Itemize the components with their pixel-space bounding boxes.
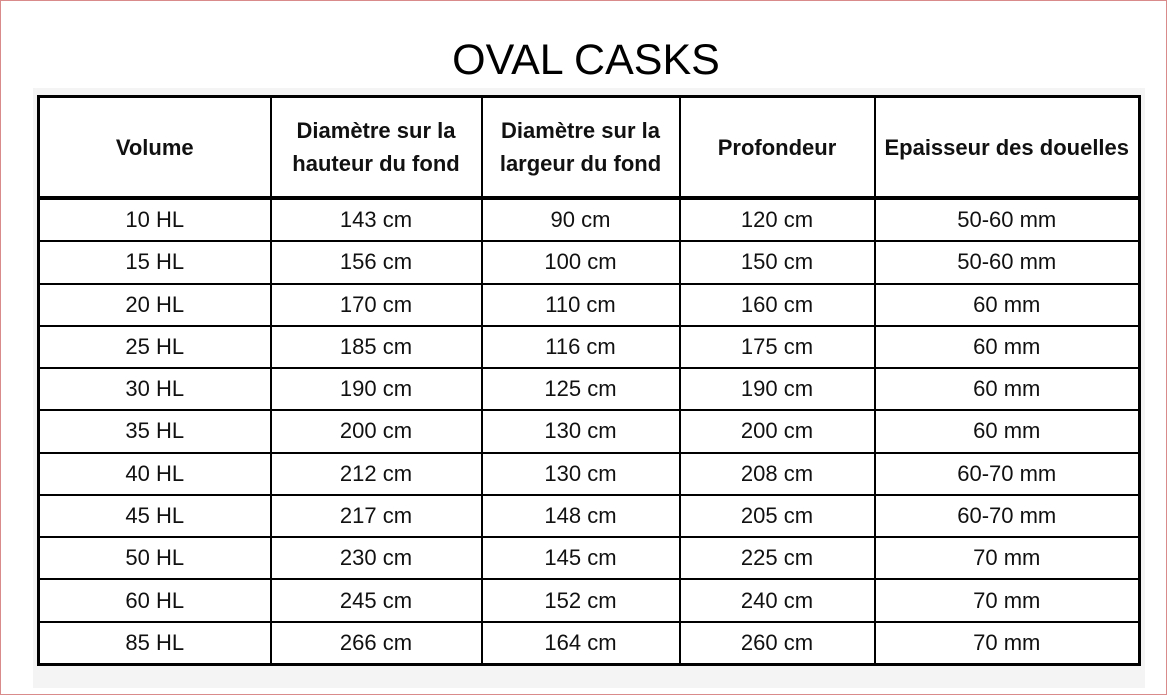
table-row [39,241,1140,283]
header-diametre-hauteur: Diamètre sur la hauteur du fond [271,97,482,199]
cell-volume: 35 HL [39,410,271,452]
table-row [39,537,1140,579]
cell-diametre-hauteur: 143 cm [271,198,482,241]
cell-volume: 10 HL [39,198,271,241]
cell-profondeur: 240 cm [680,579,875,621]
cell-diametre-hauteur: 185 cm [271,326,482,368]
cell-diametre-hauteur: 230 cm [271,537,482,579]
cell-diametre-largeur: 130 cm [482,410,680,452]
cell-diametre-hauteur: 200 cm [271,410,482,452]
cell-epaisseur: 70 mm [875,579,1140,621]
header-diametre-largeur: Diamètre sur la largeur du fond [482,97,680,199]
cell-volume: 45 HL [39,495,271,537]
cell-diametre-hauteur: 190 cm [271,368,482,410]
cell-diametre-largeur: 148 cm [482,495,680,537]
cell-volume: 85 HL [39,622,271,665]
table-row [39,368,1140,410]
cell-volume: 25 HL [39,326,271,368]
table-row [39,284,1140,326]
cell-diametre-largeur: 145 cm [482,537,680,579]
cell-profondeur: 200 cm [680,410,875,452]
table-row [39,622,1140,665]
cell-epaisseur: 50-60 mm [875,198,1140,241]
casks-table [37,95,1141,666]
cell-profondeur: 120 cm [680,198,875,241]
cell-epaisseur: 60-70 mm [875,495,1140,537]
table-row [39,410,1140,452]
cell-diametre-hauteur: 266 cm [271,622,482,665]
table-row [39,326,1140,368]
cell-epaisseur: 60 mm [875,410,1140,452]
cell-volume: 30 HL [39,368,271,410]
cell-volume: 60 HL [39,579,271,621]
cell-profondeur: 160 cm [680,284,875,326]
header-volume: Volume [39,97,271,199]
cell-diametre-hauteur: 212 cm [271,453,482,495]
cell-diametre-hauteur: 156 cm [271,241,482,283]
cell-profondeur: 190 cm [680,368,875,410]
cell-epaisseur: 70 mm [875,622,1140,665]
cell-volume: 15 HL [39,241,271,283]
cell-profondeur: 175 cm [680,326,875,368]
cell-epaisseur: 60 mm [875,326,1140,368]
cell-profondeur: 150 cm [680,241,875,283]
header-row [39,97,1140,199]
page-title: OVAL CASKS [452,36,720,84]
cell-diametre-hauteur: 245 cm [271,579,482,621]
cell-profondeur: 260 cm [680,622,875,665]
cell-profondeur: 225 cm [680,537,875,579]
cell-epaisseur: 60-70 mm [875,453,1140,495]
cell-epaisseur: 60 mm [875,284,1140,326]
table-row [39,453,1140,495]
cell-profondeur: 205 cm [680,495,875,537]
cell-diametre-hauteur: 217 cm [271,495,482,537]
cell-volume: 50 HL [39,537,271,579]
cell-epaisseur: 60 mm [875,368,1140,410]
header-epaisseur: Epaisseur des douelles [875,97,1140,199]
cell-volume: 20 HL [39,284,271,326]
table-row [39,198,1140,241]
cell-diametre-largeur: 116 cm [482,326,680,368]
cell-volume: 40 HL [39,453,271,495]
cell-diametre-hauteur: 170 cm [271,284,482,326]
cell-profondeur: 208 cm [680,453,875,495]
cell-diametre-largeur: 125 cm [482,368,680,410]
cell-epaisseur: 70 mm [875,537,1140,579]
cell-diametre-largeur: 110 cm [482,284,680,326]
table-row [39,579,1140,621]
header-profondeur: Profondeur [680,97,875,199]
cell-diametre-largeur: 164 cm [482,622,680,665]
cell-diametre-largeur: 90 cm [482,198,680,241]
cell-epaisseur: 50-60 mm [875,241,1140,283]
cell-diametre-largeur: 100 cm [482,241,680,283]
table-row [39,495,1140,537]
cell-diametre-largeur: 130 cm [482,453,680,495]
cell-diametre-largeur: 152 cm [482,579,680,621]
